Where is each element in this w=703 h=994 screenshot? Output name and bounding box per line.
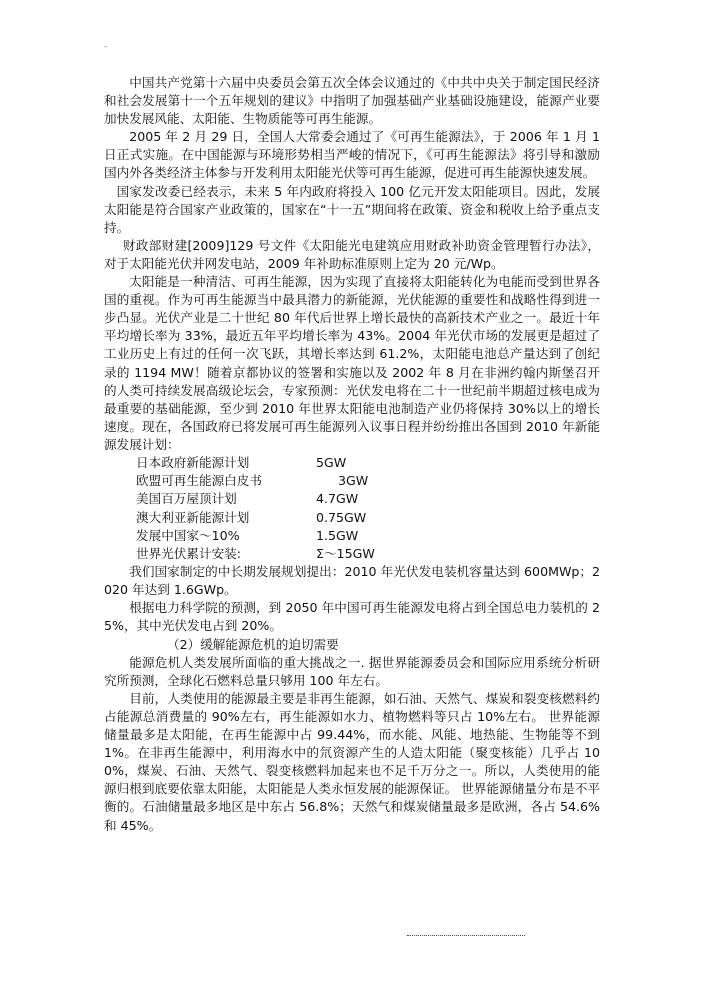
list-item [104,490,600,508]
plan-value: Σ～15GW [316,545,375,561]
plan-value: 1.5GW [316,527,359,543]
list-item [104,545,600,563]
corner-mark: - [104,42,108,52]
plan-name: 澳大利亚新能源计划 [136,509,250,525]
plan-name: 美国百万屋顶计划 [136,491,237,507]
list-item [104,509,600,527]
plan-value: 5GW [316,454,347,470]
paragraph-2050-forecast: 根据电力科学院的预测，到 2050 年中国可再生能源发电将占到全国总电力装机的 25%，其中光伏发电占到 20%。 [104,600,600,634]
section-heading: （2）缓解能源危机的迫切需要 [167,636,339,652]
list-item [104,454,600,472]
plan-value: 4.7GW [316,491,359,507]
plan-value: 3GW [338,473,369,489]
paragraph-subsidy-document: 财政部财建[2009]129 号文件《太阳能光电建筑应用财政补助资金管理暂行办法》，对于太阳能光伏并网发电站，2009 年补助标准原则上定为 20 元/Wp。 [104,237,600,271]
paragraph-renewable-law: 2005 年 2 月 29 日，全国人大常委会通过了《可再生能源法》，于 2006 年 1 月 1 日正式实施。在中国能源与环境形势相当严峻的情况下，《可再生能源法》将引导和激励国内外各类经济主体参与开发利用太阳能光伏等可再生能源，促进可再生能源快速发展。 [104,129,600,181]
energy-plan-list [104,454,600,563]
plan-name: 世界光伏累计安装: [136,545,241,561]
paragraph-long-term-plan: 我们国家制定的中长期发展规划提出：2010 年光伏发电装机容量达到 600MWp；2020 年达到 1.6GWp。 [104,564,600,598]
paragraph-solar-importance: 太阳能是一种清洁、可再生能源，因为实现了直接将太阳能转化为电能而受到世界各国的重视。作为可再生能源当中最具潜力的新能源，光伏能源的重要性和战略性得到进一步凸显。光伏产业是二十世纪 80 年代后世界上增长最快的高新技术产业之一。最近十年平均增长率为 33%，最近五年平均增长率为 43%。2004 年光伏市场的发展更是超过了工业历史上有过的任何一次飞跃，其增长率达到 61.2%，太阳能电池总产量达到了创纪录的 1194 MW！随着京都协议的签署和实施以及 2002 年 8 月在非洲约翰内斯堡召开的人类可持续发展高级论坛会，专家预测：光伏发电将在二十一世纪前半期超过核电成为最重要的基础能源，至少到 2010 年世界太阳能电池制造产业仍将保持 30%以上的增长速度。现在，各国政府已将发展可再生能源列入议事日程并纷纷推出各国到 2010 年新能源发展计划： [104,274,600,452]
document-body [104,74,600,835]
paragraph-energy-reserves: 目前，人类使用的能源最主要是非再生能源，如石油、天然气、煤炭和裂变核燃料约占能源总消费量的 90%左右，再生能源如水力、植物燃料等只占 10%左右。 世界能源储量最多是太阳能，在再生能源中占 99.44%，而水能、风能、地热能、生物能等不到 1%。在非再生能源中，利用海水中的氘资源产生的人造太阳能（聚变核能）几乎占 100%，煤炭、石油、天然气、裂变核燃料加起来也不足千万分之一。所以，人类使用的能源归根到底要依靠太阳能，太阳能是人类永恒发展的能源保证。 世界能源储量分布是不平衡的。石油储量最多地区是中东占 56.8%；天然气和煤炭储量最多是欧洲，各占 54.6%和 45%。 [104,690,600,833]
plan-name: 日本政府新能源计划 [136,454,250,470]
paragraph-energy-crisis: 能源危机人类发展所面临的重大挑战之一. 据世界能源委员会和国际应用系统分析研究所预测，全球化石燃料总量只够用 100 年左右。 [104,654,600,688]
footer-divider [407,935,525,936]
plan-name: 发展中国家～10% [136,527,240,543]
list-item [104,527,600,545]
plan-name: 欧盟可再生能源白皮书 [136,473,262,489]
paragraph-policy-plan: 中国共产党第十六届中央委员会第五次全体会议通过的《中共中央关于制定国民经济和社会发展第十一个五年规划的建议》中指明了加强基础产业基础设施建设，能源产业要加快发展风能、太阳能、生物质能等可再生能源。 [104,75,600,127]
list-item [104,472,600,490]
plan-value: 0.75GW [316,509,367,525]
paragraph-ndrc-investment: 国家发改委已经表示，未来 5 年内政府将投入 100 亿元开发太阳能项目。因此，发展太阳能是符合国家产业政策的，国家在“十一五”期间将在政策、资金和税收上给予重点支持。 [104,183,600,235]
